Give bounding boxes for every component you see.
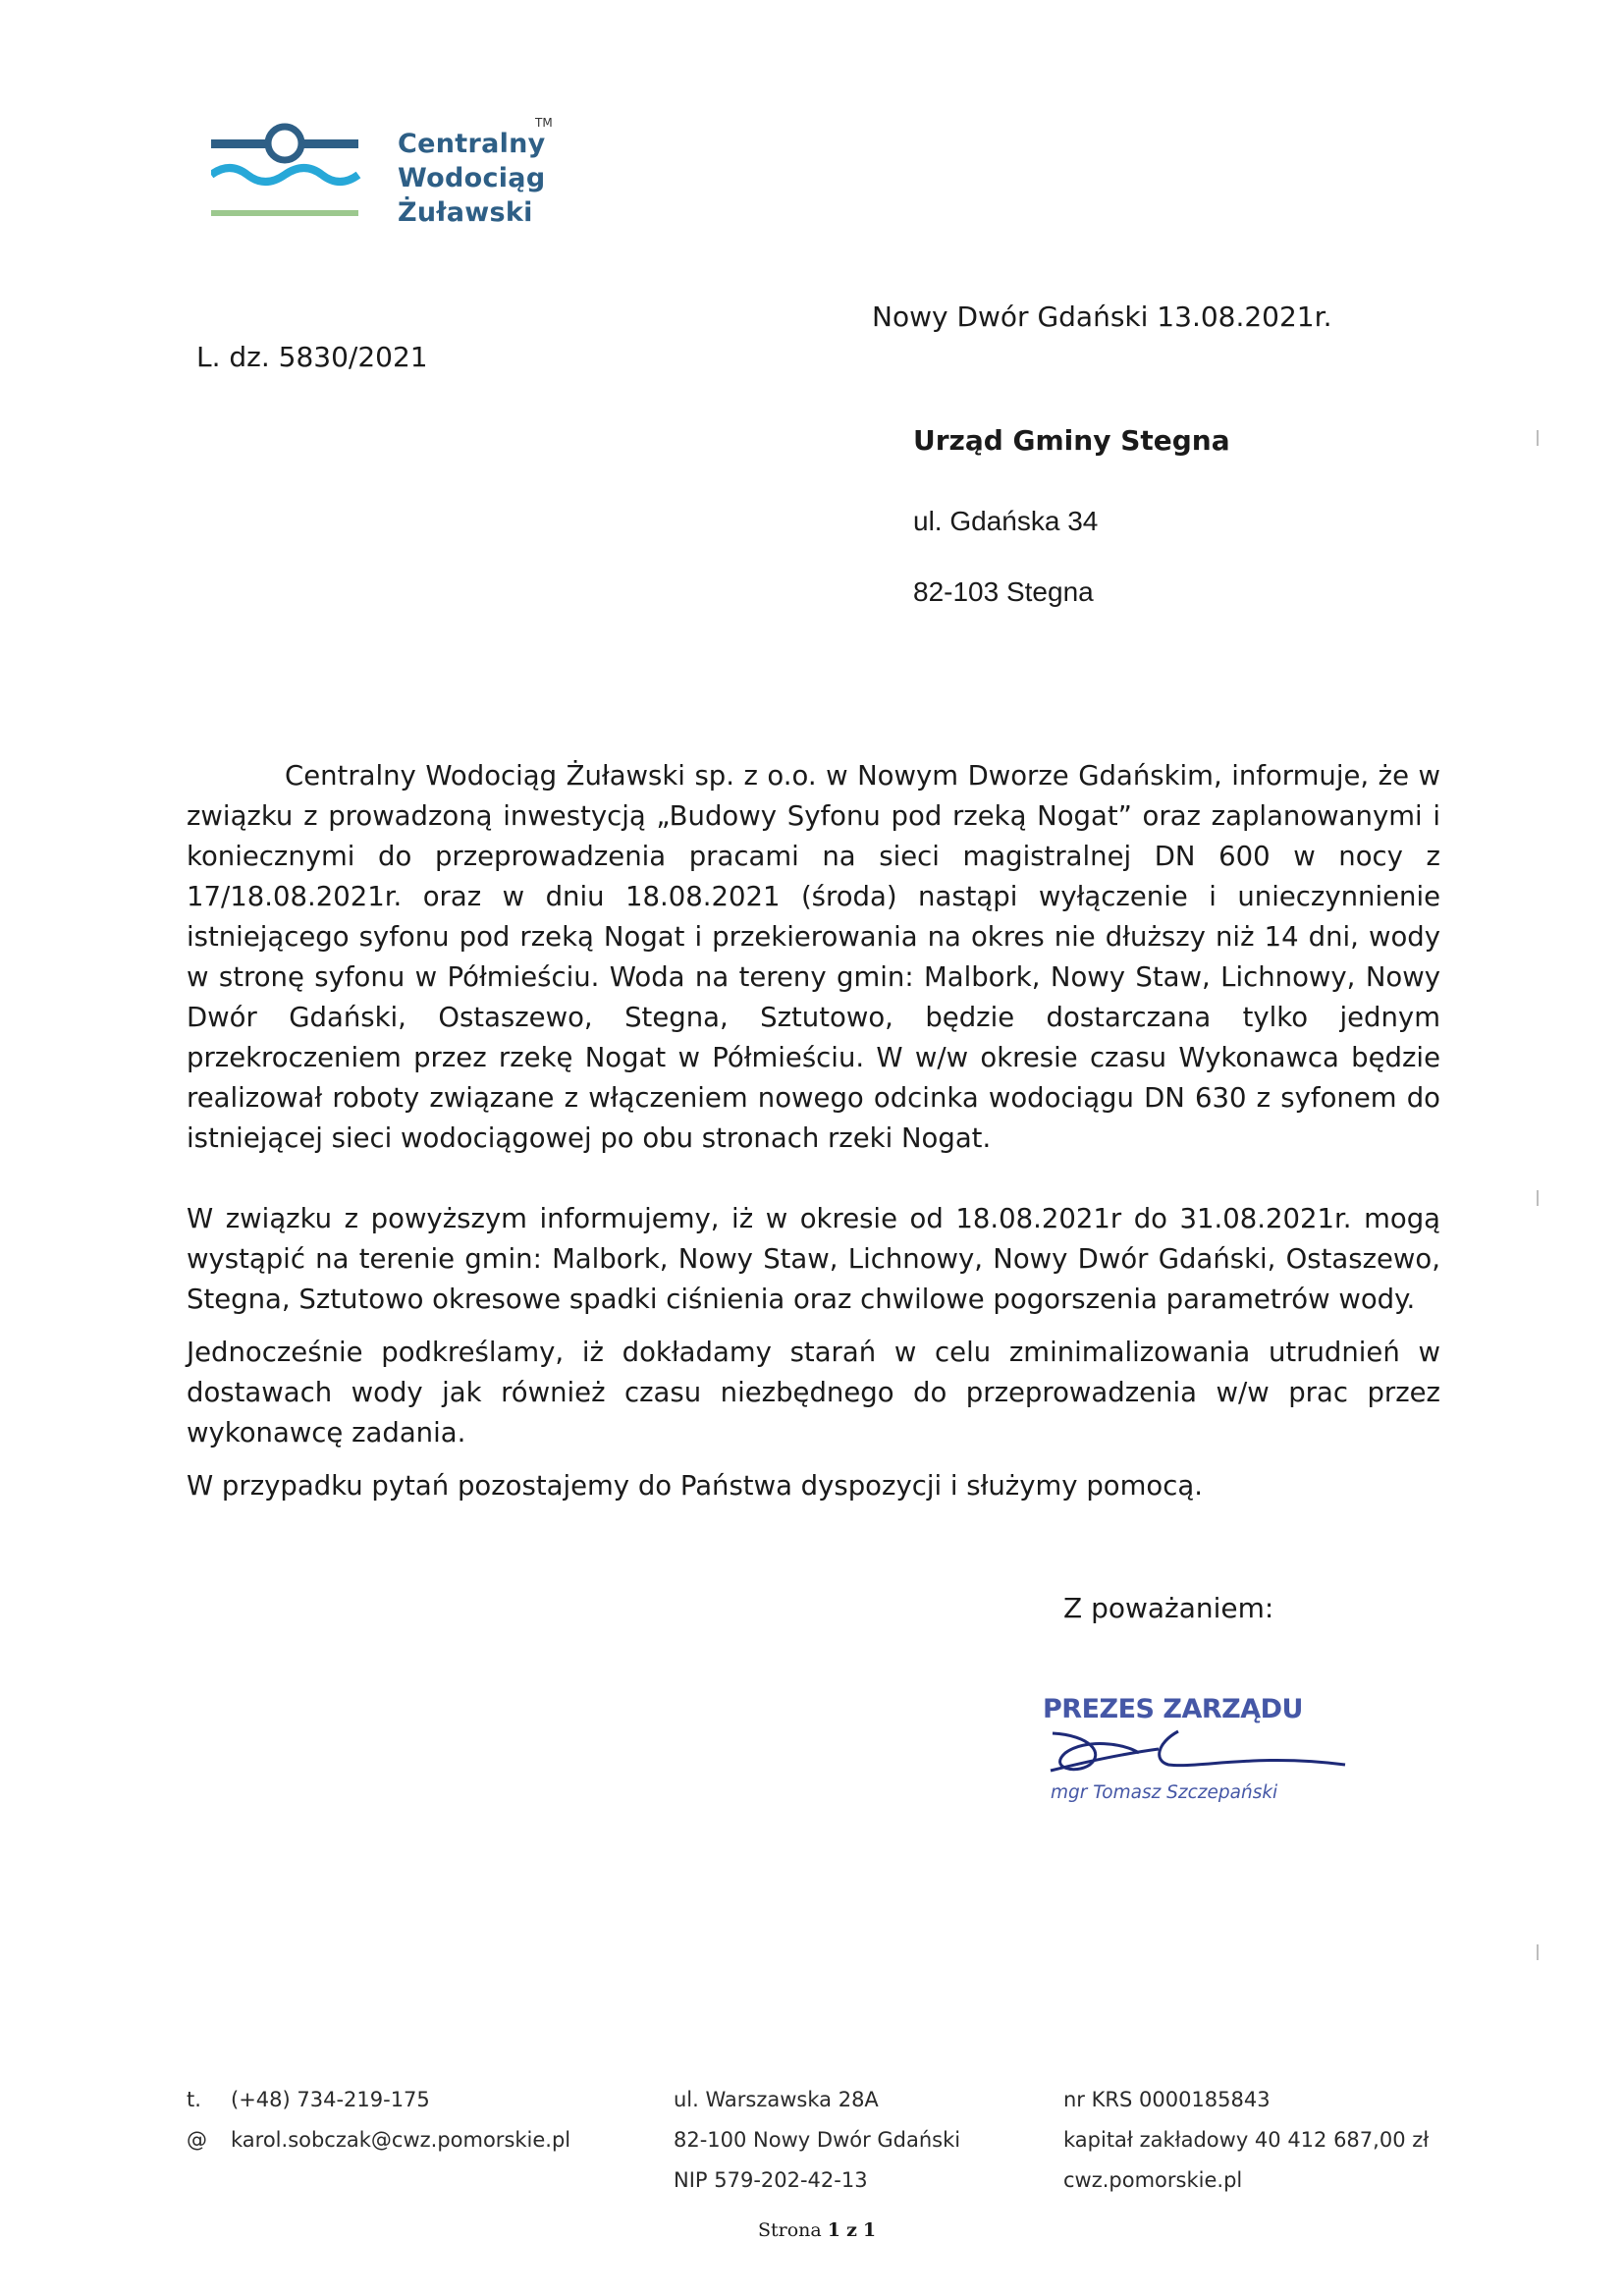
footer-city: 82-100 Nowy Dwór Gdański: [674, 2128, 961, 2152]
footer-phone-label: t.: [187, 2088, 201, 2111]
logo-mark-icon: [211, 118, 388, 226]
logo-text-line1: Centralny: [398, 129, 546, 159]
footer-website[interactable]: cwz.pomorskie.pl: [1063, 2168, 1243, 2192]
page-prefix: Strona: [758, 2219, 822, 2241]
scan-mark: [1537, 1190, 1539, 1206]
footer-email-label: @: [187, 2128, 207, 2152]
reference-number: L. dz. 5830/2021: [196, 341, 428, 373]
place-date: Nowy Dwór Gdański 13.08.2021r.: [872, 301, 1332, 333]
body-paragraph-1: Centralny Wodociąg Żuławski sp. z o.o. w Nowym Dworze Gdańskim, informuje, że w związku z prowadzoną inwestycją „Budowy Syfonu pod rzeką Nogat” oraz zaplanowanymi i koniecznymi do przeprowadzenia pracami na sieci magistralnej DN 600 w nocy z 17/18.08.2021r. oraz w dniu 18.08.2021 (środa) nastąpi wyłączenie i unieczynnienie istniejącego syfonu pod rzeką Nogat i przekierowania na okres nie dłuższy niż 14 dni, wody w stronę syfonu w Półmieściu. Woda na tereny gmin: Malbork, Nowy Staw, Lichnowy, Nowy Dwór Gdański, Ostaszewo, Stegna, Sztutowo, będzie dostarczana tylko jednym przekroczeniem przez rzekę Nogat w Półmieściu. W w/w okresie czasu Wykonawca będzie realizował roboty związane z włączeniem nowego odcinka wodociągu DN 630 z syfonem do istniejącej sieci wodociągowej po obu stronach rzeki Nogat.: [187, 760, 1440, 1154]
scan-mark: [1537, 1944, 1539, 1960]
recipient-city: 82-103 Stegna: [913, 576, 1094, 607]
body-paragraph-3: Jednocześnie podkreślamy, iż dokładamy starań w celu zminimalizowania utrudnień w dostawach wody jak również czasu niezbędnego do przeprowadzenia w/w prac przez wykonawcę zadania.: [187, 1337, 1440, 1449]
page-total: 1: [862, 2219, 877, 2241]
footer-nip: NIP 579-202-42-13: [674, 2168, 868, 2192]
scan-mark: [1537, 430, 1539, 446]
stamp-name: mgr Tomasz Szczepański: [1051, 1782, 1278, 1803]
signature-stamp: [1031, 1694, 1365, 1822]
company-logo: [211, 118, 565, 236]
footer-krs: nr KRS 0000185843: [1063, 2088, 1271, 2111]
closing-salutation: Z poważaniem:: [1063, 1592, 1274, 1624]
footer-street: ul. Warszawska 28A: [674, 2088, 879, 2111]
body-paragraph-2: W związku z powyższym informujemy, iż w okresie od 18.08.2021r do 31.08.2021r. mogą wystąpić na terenie gmin: Malbork, Nowy Staw, Lichnowy, Nowy Dwór Gdański, Ostaszewo, Stegna, Sztutowo okresowe spadki ciśnienia oraz chwilowe pogorszenia parametrów wody.: [187, 1203, 1440, 1315]
body-paragraph-4: W przypadku pytań pozostajemy do Państwa dyspozycji i służymy pomocą.: [187, 1470, 1203, 1502]
page-current: 1: [827, 2219, 841, 2241]
recipient-street: ul. Gdańska 34: [913, 506, 1099, 536]
trademark-symbol: TM: [535, 116, 553, 130]
footer-email[interactable]: karol.sobczak@cwz.pomorskie.pl: [231, 2128, 571, 2152]
page-separator: z: [846, 2219, 857, 2241]
stamp-title: PREZES ZARZĄDU: [1043, 1694, 1303, 1724]
footer-capital: kapitał zakładowy 40 412 687,00 zł: [1063, 2128, 1430, 2152]
letter-body: [187, 756, 1440, 1506]
page-number: [758, 2219, 876, 2241]
logo-text-line2: Wodociąg: [398, 163, 546, 193]
logo-text-line3: Żuławski: [398, 197, 533, 228]
recipient-name: Urząd Gminy Stegna: [913, 424, 1230, 457]
footer-phone: (+48) 734-219-175: [231, 2088, 430, 2111]
